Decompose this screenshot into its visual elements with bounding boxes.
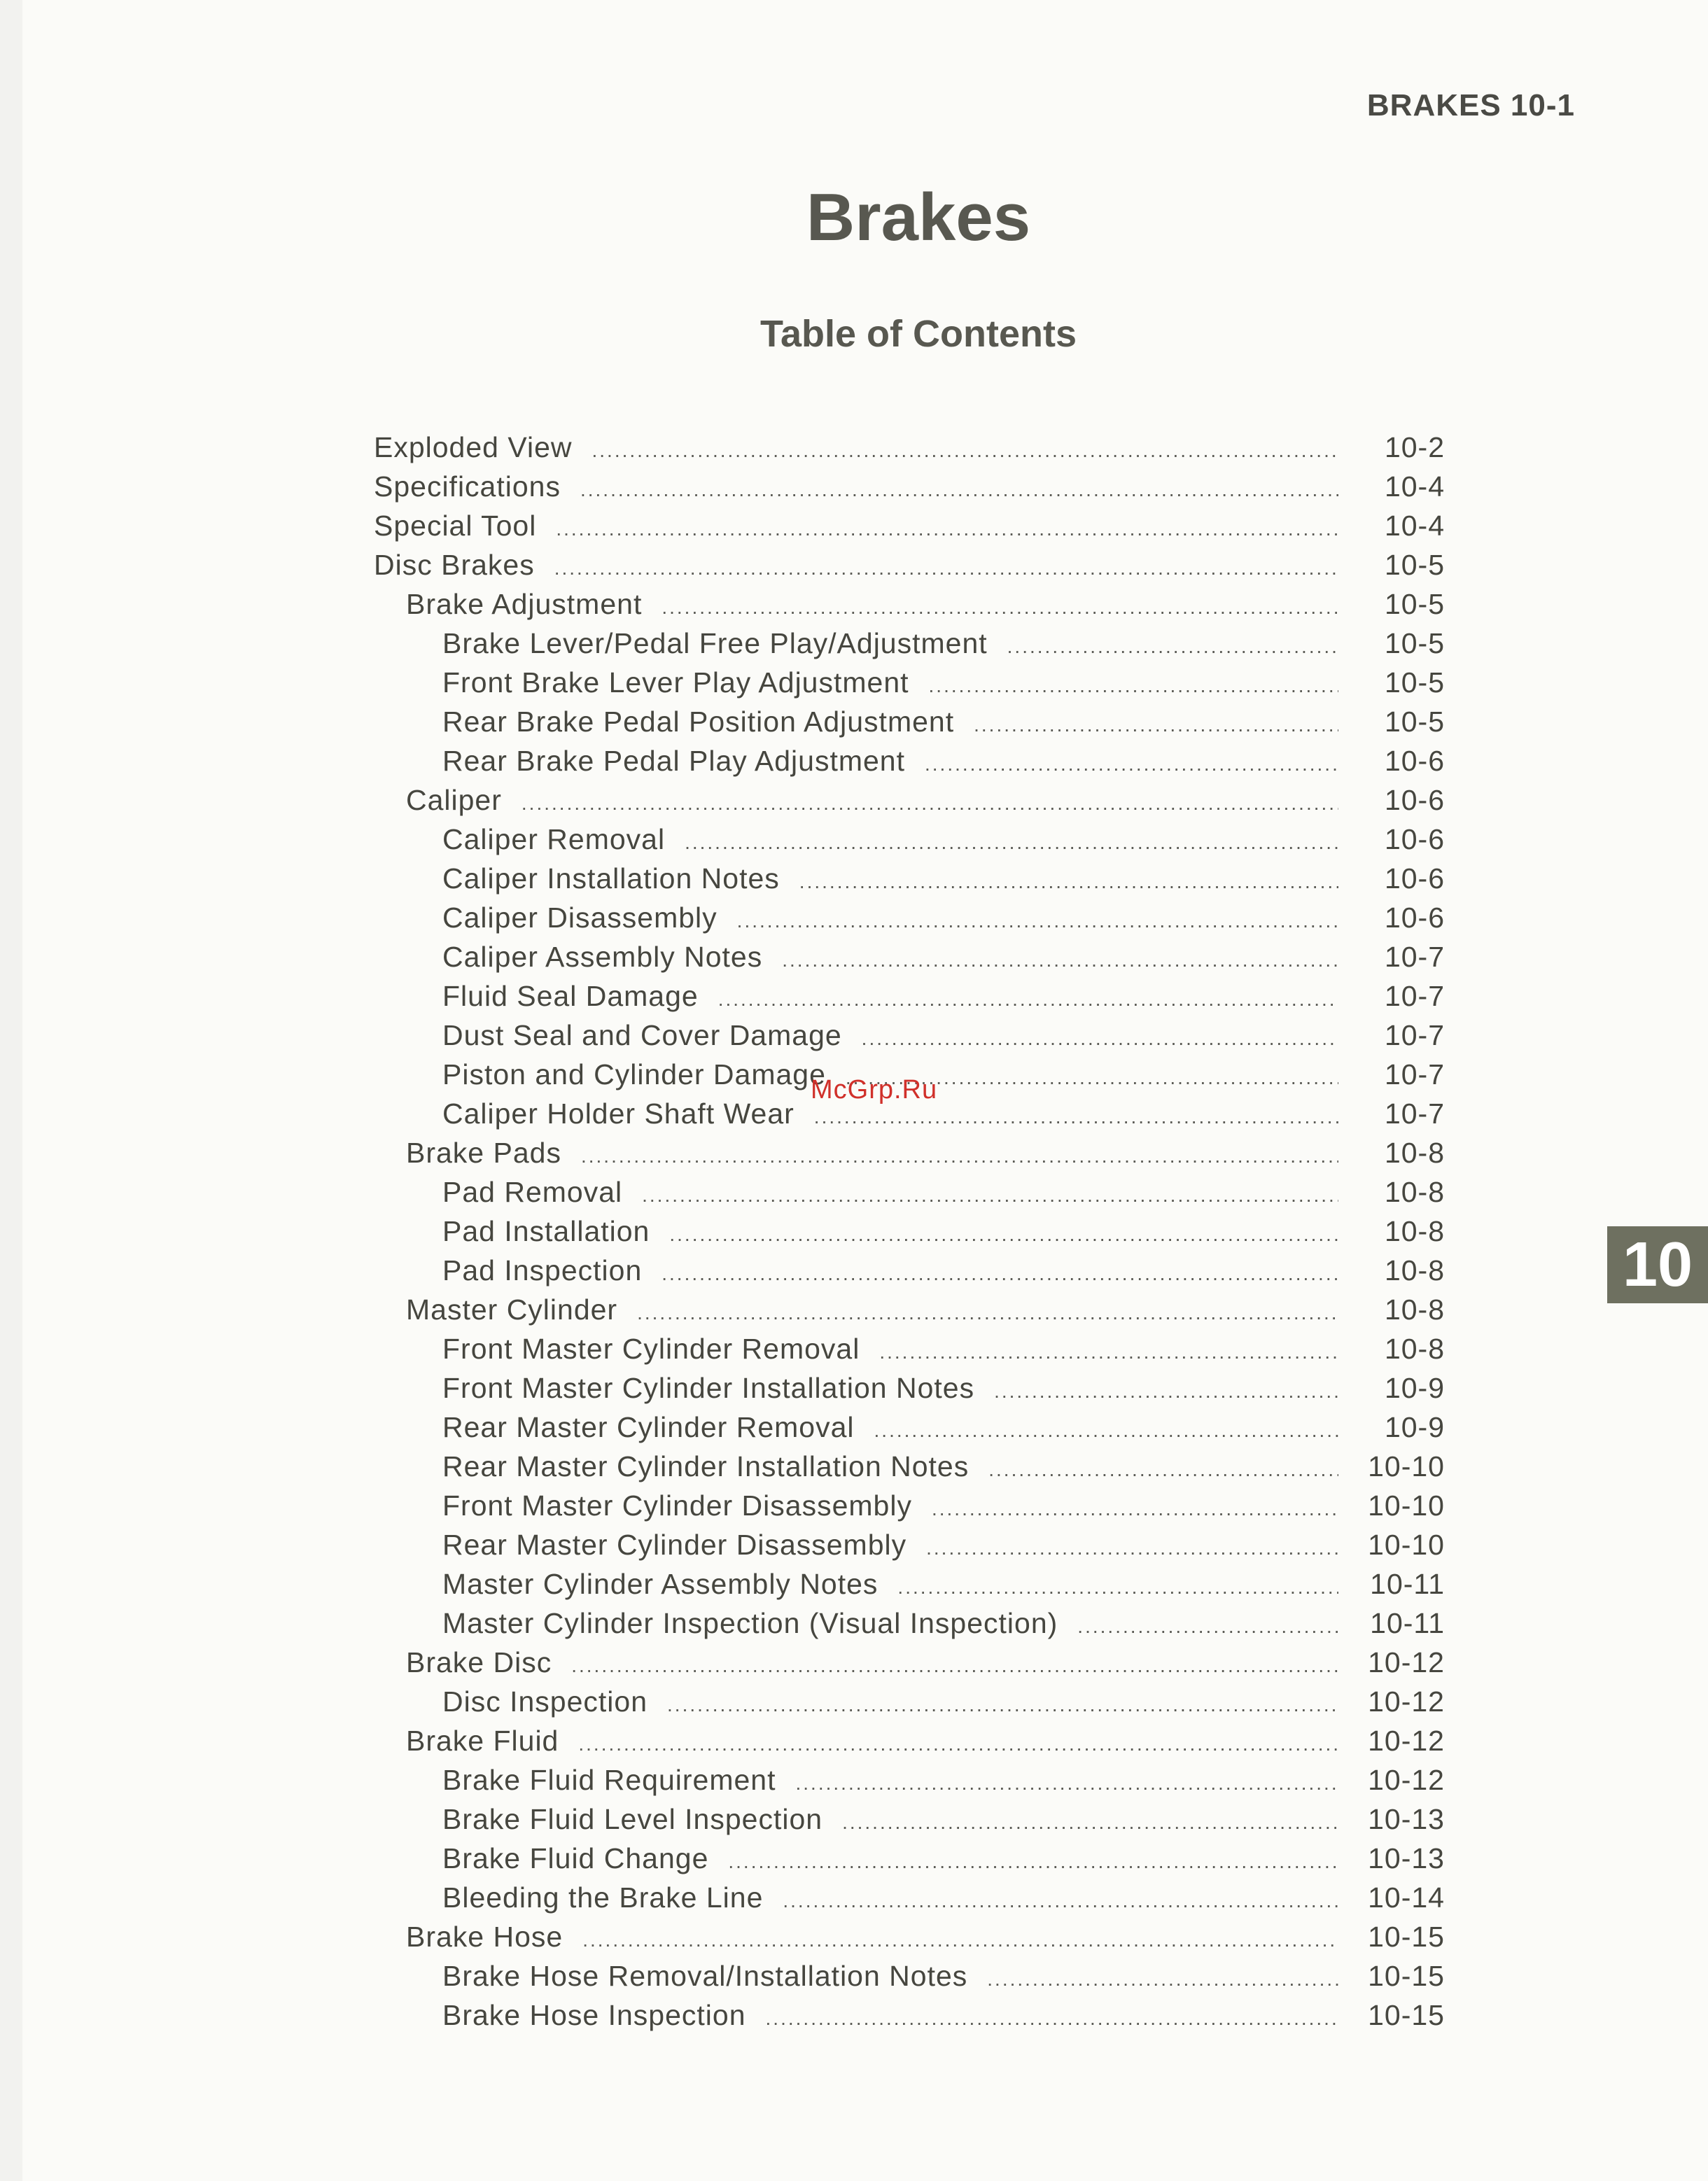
toc-entry-label: Master Cylinder xyxy=(406,1293,618,1326)
toc-entry-page: 10-5 xyxy=(1384,666,1445,699)
toc-entry xyxy=(374,1568,1445,1607)
toc-entry-page: 10-6 xyxy=(1384,902,1445,934)
toc-entry xyxy=(374,431,1445,470)
toc-entry-page: 10-12 xyxy=(1368,1764,1445,1796)
dot-leader xyxy=(1077,1615,1338,1638)
toc-entry-label: Brake Disc xyxy=(406,1646,552,1678)
dot-leader xyxy=(932,1498,1338,1520)
document-page xyxy=(22,0,1708,2181)
toc-entry-label: Specifications xyxy=(374,470,561,503)
dot-leader xyxy=(580,479,1338,501)
dot-leader xyxy=(578,1733,1338,1755)
dot-leader xyxy=(637,1302,1338,1324)
dot-leader xyxy=(795,1772,1338,1795)
dot-leader xyxy=(667,1694,1338,1716)
toc-entry-label: Pad Installation xyxy=(442,1215,650,1247)
toc-entry-page: 10-10 xyxy=(1368,1529,1445,1561)
toc-entry-label: Front Master Cylinder Disassembly xyxy=(442,1489,912,1522)
toc-entry xyxy=(374,1019,1445,1058)
toc-entry xyxy=(374,1293,1445,1333)
toc-entry xyxy=(374,784,1445,823)
dot-leader xyxy=(862,1028,1338,1050)
toc-entry-label: Front Master Cylinder Installation Notes xyxy=(442,1372,975,1404)
dot-leader xyxy=(669,1223,1338,1246)
dot-leader xyxy=(926,1537,1338,1559)
watermark: McGrp.Ru xyxy=(811,1075,938,1104)
toc-entry-page: 10-8 xyxy=(1384,1293,1445,1326)
toc-entry xyxy=(374,1764,1445,1803)
toc-entry-page: 10-13 xyxy=(1368,1803,1445,1835)
toc-entry-label: Front Master Cylinder Removal xyxy=(442,1333,860,1365)
toc-entry-page: 10-2 xyxy=(1384,431,1445,463)
dot-leader xyxy=(662,1263,1338,1285)
page-title: Brakes xyxy=(806,180,1031,255)
toc-entry-page: 10-14 xyxy=(1368,1881,1445,1914)
dot-leader xyxy=(581,1145,1338,1167)
toc-heading: Table of Contents xyxy=(760,313,1077,355)
toc-entry xyxy=(374,1529,1445,1568)
dot-leader xyxy=(987,1968,1338,1991)
toc-entry-label: Brake Fluid Level Inspection xyxy=(442,1803,823,1835)
toc-entry-label: Brake Lever/Pedal Free Play/Adjustment xyxy=(442,627,988,659)
toc-entry xyxy=(374,1411,1445,1450)
dot-leader xyxy=(571,1655,1338,1677)
toc-entry-label: Rear Brake Pedal Play Adjustment xyxy=(442,745,905,777)
toc-entry-page: 10-9 xyxy=(1384,1372,1445,1404)
toc-entry-label: Piston and Cylinder Damage xyxy=(442,1058,826,1090)
toc-entry-label: Caliper Installation Notes xyxy=(442,862,780,895)
toc-entry-label: Disc Inspection xyxy=(442,1685,648,1718)
dot-leader xyxy=(718,988,1338,1011)
toc-entry xyxy=(374,627,1445,666)
toc-entry-page: 10-8 xyxy=(1384,1137,1445,1169)
dot-leader xyxy=(554,557,1338,580)
toc-entry xyxy=(374,666,1445,706)
toc-entry xyxy=(374,1960,1445,1999)
toc-entry-page: 10-13 xyxy=(1368,1842,1445,1874)
dot-leader xyxy=(925,753,1338,776)
toc-entry-page: 10-6 xyxy=(1384,784,1445,816)
toc-entry-page: 10-10 xyxy=(1368,1450,1445,1482)
toc-entry-label: Exploded View xyxy=(374,431,573,463)
toc-entry-page: 10-11 xyxy=(1370,1607,1445,1639)
dot-leader xyxy=(974,714,1338,736)
toc-entry-page: 10-6 xyxy=(1384,823,1445,855)
dot-leader xyxy=(685,832,1338,854)
dot-leader xyxy=(874,1419,1338,1442)
table-of-contents xyxy=(374,431,1445,2038)
toc-entry-label: Master Cylinder Assembly Notes xyxy=(442,1568,878,1600)
dot-leader xyxy=(988,1459,1338,1481)
toc-entry-label: Dust Seal and Cover Damage xyxy=(442,1019,842,1051)
toc-entry-label: Brake Fluid Requirement xyxy=(442,1764,776,1796)
toc-entry xyxy=(374,745,1445,784)
toc-entry xyxy=(374,1176,1445,1215)
toc-entry-label: Pad Removal xyxy=(442,1176,623,1208)
dot-leader xyxy=(582,1929,1338,1951)
toc-entry-label: Brake Pads xyxy=(406,1137,561,1169)
toc-entry xyxy=(374,1803,1445,1842)
toc-entry-label: Caliper Disassembly xyxy=(442,902,718,934)
toc-entry-page: 10-4 xyxy=(1384,470,1445,503)
toc-entry xyxy=(374,1725,1445,1764)
toc-entry-label: Master Cylinder Inspection (Visual Inspection) xyxy=(442,1607,1058,1639)
dot-leader xyxy=(592,440,1338,462)
toc-entry-page: 10-15 xyxy=(1368,1960,1445,1992)
toc-entry-label: Caliper xyxy=(406,784,502,816)
dot-leader xyxy=(929,675,1338,697)
toc-entry-page: 10-7 xyxy=(1384,941,1445,973)
toc-entry xyxy=(374,1842,1445,1881)
toc-entry-page: 10-8 xyxy=(1384,1215,1445,1247)
toc-entry xyxy=(374,510,1445,549)
dot-leader xyxy=(662,596,1338,619)
toc-entry-page: 10-12 xyxy=(1368,1685,1445,1718)
toc-entry-page: 10-15 xyxy=(1368,1921,1445,1953)
dot-leader xyxy=(522,792,1338,815)
dot-leader xyxy=(842,1811,1338,1834)
dot-leader xyxy=(556,518,1338,540)
toc-entry-page: 10-7 xyxy=(1384,1019,1445,1051)
toc-entry-page: 10-5 xyxy=(1384,706,1445,738)
toc-entry-label: Rear Master Cylinder Disassembly xyxy=(442,1529,907,1561)
dot-leader xyxy=(728,1851,1338,1873)
toc-entry xyxy=(374,902,1445,941)
toc-entry-page: 10-6 xyxy=(1384,862,1445,895)
dot-leader xyxy=(766,2007,1338,2030)
dot-leader xyxy=(783,1890,1338,1912)
toc-entry-page: 10-5 xyxy=(1384,549,1445,581)
toc-entry-page: 10-9 xyxy=(1384,1411,1445,1443)
toc-entry xyxy=(374,1450,1445,1489)
toc-entry-page: 10-8 xyxy=(1384,1333,1445,1365)
dot-leader xyxy=(737,910,1338,932)
toc-entry xyxy=(374,549,1445,588)
toc-entry-page: 10-5 xyxy=(1384,627,1445,659)
toc-entry-label: Disc Brakes xyxy=(374,549,535,581)
toc-entry xyxy=(374,941,1445,980)
toc-entry xyxy=(374,1215,1445,1254)
toc-entry-page: 10-11 xyxy=(1370,1568,1445,1600)
toc-entry-label: Bleeding the Brake Line xyxy=(442,1881,764,1914)
toc-entry-label: Brake Hose Removal/Installation Notes xyxy=(442,1960,968,1992)
toc-entry-label: Brake Hose Inspection xyxy=(442,1999,746,2031)
toc-entry-page: 10-10 xyxy=(1368,1489,1445,1522)
toc-entry-label: Caliper Removal xyxy=(442,823,666,855)
toc-entry xyxy=(374,1489,1445,1529)
toc-entry xyxy=(374,1999,1445,2038)
toc-entry xyxy=(374,470,1445,510)
toc-entry xyxy=(374,1372,1445,1411)
toc-entry-page: 10-6 xyxy=(1384,745,1445,777)
toc-entry-page: 10-7 xyxy=(1384,1097,1445,1130)
toc-entry xyxy=(374,980,1445,1019)
toc-entry-page: 10-8 xyxy=(1384,1176,1445,1208)
toc-entry-page: 10-4 xyxy=(1384,510,1445,542)
toc-entry-label: Caliper Holder Shaft Wear xyxy=(442,1097,794,1130)
toc-entry-page: 10-7 xyxy=(1384,1058,1445,1090)
toc-entry xyxy=(374,1921,1445,1960)
toc-entry xyxy=(374,1607,1445,1646)
dot-leader xyxy=(782,949,1338,972)
toc-entry xyxy=(374,1646,1445,1685)
running-head: BRAKES 10-1 xyxy=(1366,88,1575,122)
toc-entry-label: Special Tool xyxy=(374,510,537,542)
toc-entry xyxy=(374,1685,1445,1725)
toc-entry-label: Brake Fluid xyxy=(406,1725,559,1757)
toc-entry xyxy=(374,706,1445,745)
toc-entry xyxy=(374,1333,1445,1372)
toc-entry-label: Pad Inspection xyxy=(442,1254,643,1286)
toc-entry-label: Brake Adjustment xyxy=(406,588,643,620)
toc-entry-label: Rear Master Cylinder Installation Notes xyxy=(442,1450,969,1482)
toc-entry-label: Brake Hose xyxy=(406,1921,564,1953)
toc-entry-label: Front Brake Lever Play Adjustment xyxy=(442,666,909,699)
toc-entry-label: Fluid Seal Damage xyxy=(442,980,699,1012)
dot-leader xyxy=(814,1106,1338,1128)
toc-entry-label: Caliper Assembly Notes xyxy=(442,941,763,973)
section-tab: 10 xyxy=(1607,1226,1708,1303)
toc-entry-page: 10-12 xyxy=(1368,1646,1445,1678)
toc-entry-label: Rear Brake Pedal Position Adjustment xyxy=(442,706,955,738)
dot-leader xyxy=(994,1380,1338,1403)
dot-leader xyxy=(897,1576,1338,1599)
toc-entry-page: 10-15 xyxy=(1368,1999,1445,2031)
toc-entry-page: 10-5 xyxy=(1384,588,1445,620)
toc-entry xyxy=(374,588,1445,627)
toc-entry-page: 10-8 xyxy=(1384,1254,1445,1286)
toc-entry-label: Brake Fluid Change xyxy=(442,1842,709,1874)
dot-leader xyxy=(879,1341,1338,1363)
toc-entry xyxy=(374,1137,1445,1176)
toc-entry xyxy=(374,1881,1445,1921)
toc-entry-page: 10-12 xyxy=(1368,1725,1445,1757)
toc-entry xyxy=(374,862,1445,902)
toc-entry-page: 10-7 xyxy=(1384,980,1445,1012)
dot-leader xyxy=(799,871,1338,893)
dot-leader xyxy=(642,1184,1338,1207)
dot-leader xyxy=(1007,636,1338,658)
toc-entry-label: Rear Master Cylinder Removal xyxy=(442,1411,855,1443)
toc-entry xyxy=(374,1254,1445,1293)
toc-entry xyxy=(374,823,1445,862)
